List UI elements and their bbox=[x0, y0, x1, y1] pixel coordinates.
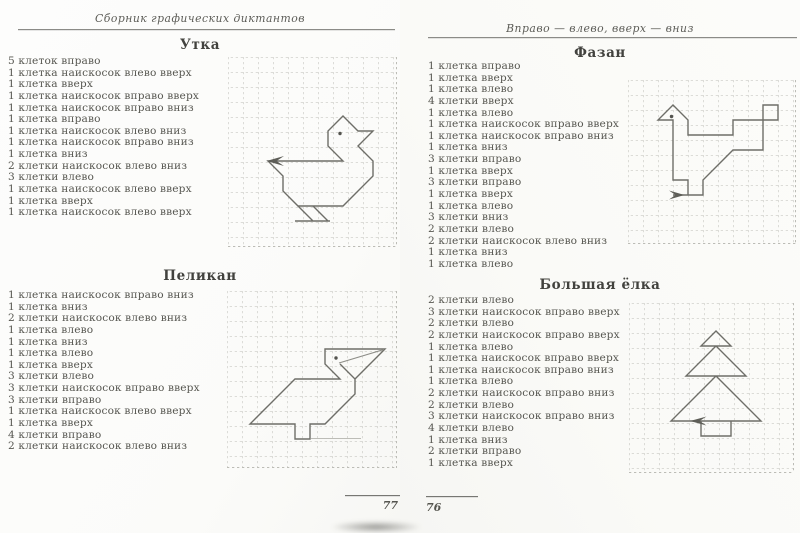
grid-drawing-duck bbox=[228, 57, 397, 247]
instruction-line: 2 клетки наискосок влево вниз bbox=[8, 440, 188, 453]
instruction-line: 1 клетка влево bbox=[8, 323, 94, 336]
running-head-right: Вправо — влево, вверх — вниз bbox=[506, 22, 694, 35]
instruction-line: 3 клетки влево bbox=[8, 171, 95, 184]
instruction-line: 1 клетка влево bbox=[428, 340, 514, 353]
page-number-left: 77 bbox=[382, 499, 398, 512]
instruction-line: 1 клетка наискосок вправо вниз bbox=[428, 363, 614, 376]
instruction-line: 1 клетка вверх bbox=[8, 194, 93, 207]
instruction-line: 3 клетки влево bbox=[8, 370, 95, 383]
grid-drawing-pheasant bbox=[628, 80, 796, 244]
instruction-line: 2 клетки наискосок вправо вверх bbox=[428, 328, 620, 341]
instruction-line: 1 клетка наискосок вправо вверх bbox=[428, 352, 619, 365]
header-rule-left bbox=[18, 29, 395, 30]
instruction-line: 1 клетка вверх bbox=[428, 164, 513, 177]
instruction-line: 1 клетка вверх bbox=[8, 358, 93, 371]
section-title-big-tree: Большая ёлка bbox=[539, 277, 661, 293]
instruction-line: 1 клетка наискосок влево вверх bbox=[8, 183, 192, 196]
instruction-line: 1 клетка влево bbox=[428, 257, 514, 270]
instruction-line: 2 клетки влево bbox=[428, 317, 515, 330]
instruction-line: 1 клетка влево bbox=[8, 347, 94, 360]
instruction-line: 5 клеток вправо bbox=[8, 55, 101, 67]
instruction-line: 1 клетка вверх bbox=[428, 188, 513, 201]
footer-rule-right bbox=[426, 496, 478, 497]
page-right bbox=[400, 0, 800, 533]
page-number-right: 76 bbox=[426, 501, 442, 514]
instruction-line: 4 клетки влево bbox=[428, 422, 515, 435]
instruction-list-big-tree bbox=[428, 295, 620, 470]
instruction-line: 1 клетка наискосок влево вверх bbox=[8, 405, 192, 418]
instruction-line: 1 клетка вниз bbox=[428, 246, 508, 259]
instruction-list-duck bbox=[8, 56, 199, 219]
section-title-duck: Утка bbox=[179, 37, 221, 53]
footer-rule-left bbox=[345, 495, 400, 496]
instruction-line: 1 клетка наискосок влево вверх bbox=[8, 66, 192, 79]
instruction-line: 1 клетка вниз bbox=[8, 335, 88, 348]
instruction-line: 1 клетка вниз bbox=[428, 433, 508, 446]
instruction-line: 3 клетки наискосок вправо вниз bbox=[428, 410, 615, 423]
instruction-line: 1 клетка наискосок вправо вверх bbox=[8, 89, 199, 102]
instruction-line: 3 клетки наискосок вправо вверх bbox=[428, 305, 620, 318]
instruction-line: 1 клетка вверх bbox=[8, 417, 93, 430]
instruction-line: 1 клетка вниз bbox=[8, 148, 88, 161]
instruction-line: 4 клетки вправо bbox=[8, 428, 102, 441]
section-title-pelican: Пеликан bbox=[163, 268, 237, 284]
instruction-line: 2 клетки влево bbox=[428, 294, 515, 306]
instruction-line: 1 клетка наискосок вправо вниз bbox=[8, 101, 194, 114]
instruction-line: 1 клетка вправо bbox=[8, 113, 101, 126]
instruction-line: 3 клетки вправо bbox=[8, 393, 102, 406]
instruction-line: 2 клетки наискосок влево вниз bbox=[8, 312, 188, 325]
instruction-line: 1 клетка влево bbox=[428, 106, 514, 119]
instruction-line: 3 клетки вправо bbox=[428, 176, 522, 189]
instruction-line: 1 клетка вверх bbox=[8, 78, 93, 91]
instruction-line: 2 клетки наискосок влево вниз bbox=[8, 159, 188, 172]
instruction-line: 1 клетка вверх bbox=[428, 456, 513, 469]
grid-drawing-big-tree bbox=[629, 303, 794, 473]
instruction-line: 1 клетка наискосок вправо вниз bbox=[8, 136, 194, 149]
book-gutter-shadow bbox=[330, 521, 422, 533]
instruction-list-pelican bbox=[8, 290, 200, 453]
instruction-line: 3 клетки наискосок вправо вверх bbox=[8, 382, 200, 395]
running-head-left: Сборник графических диктантов bbox=[94, 12, 306, 25]
instruction-line: 1 клетка наискосок влево вверх bbox=[8, 206, 192, 219]
instruction-line: 1 клетка влево bbox=[428, 199, 514, 212]
instruction-line: 1 клетка наискосок вправо вверх bbox=[428, 118, 619, 131]
header-rule-right bbox=[428, 37, 797, 38]
instruction-line: 2 клетки влево bbox=[428, 222, 515, 235]
instruction-line: 1 клетка вниз bbox=[8, 300, 88, 313]
instruction-line: 2 клетки влево bbox=[428, 398, 515, 411]
instruction-line: 3 клетки вправо bbox=[428, 153, 522, 166]
instruction-line: 1 клетка наискосок влево вниз bbox=[8, 124, 187, 137]
instruction-line: 1 клетка вниз bbox=[428, 141, 508, 154]
instruction-line: 1 клетка влево bbox=[428, 375, 514, 388]
instruction-line: 2 клетки наискосок влево вниз bbox=[428, 234, 608, 247]
instruction-line: 4 клетки вверх bbox=[428, 94, 514, 107]
instruction-list-pheasant bbox=[428, 61, 619, 271]
grid-background bbox=[228, 57, 397, 247]
instruction-line: 3 клетки вниз bbox=[428, 211, 509, 224]
grid-drawing-pelican bbox=[227, 291, 397, 468]
instruction-line: 1 клетка вверх bbox=[428, 71, 513, 84]
instruction-line: 1 клетка вправо bbox=[428, 60, 521, 72]
instruction-line: 1 клетка наискосок вправо вниз bbox=[428, 129, 614, 142]
section-title-pheasant: Фазан bbox=[574, 45, 626, 61]
grid-background bbox=[629, 303, 794, 473]
instruction-line: 2 клетки вправо bbox=[428, 445, 522, 458]
instruction-line: 1 клетка влево bbox=[428, 83, 514, 96]
instruction-line: 2 клетки наискосок вправо вниз bbox=[428, 387, 615, 400]
instruction-line: 1 клетка наискосок вправо вниз bbox=[8, 289, 194, 301]
